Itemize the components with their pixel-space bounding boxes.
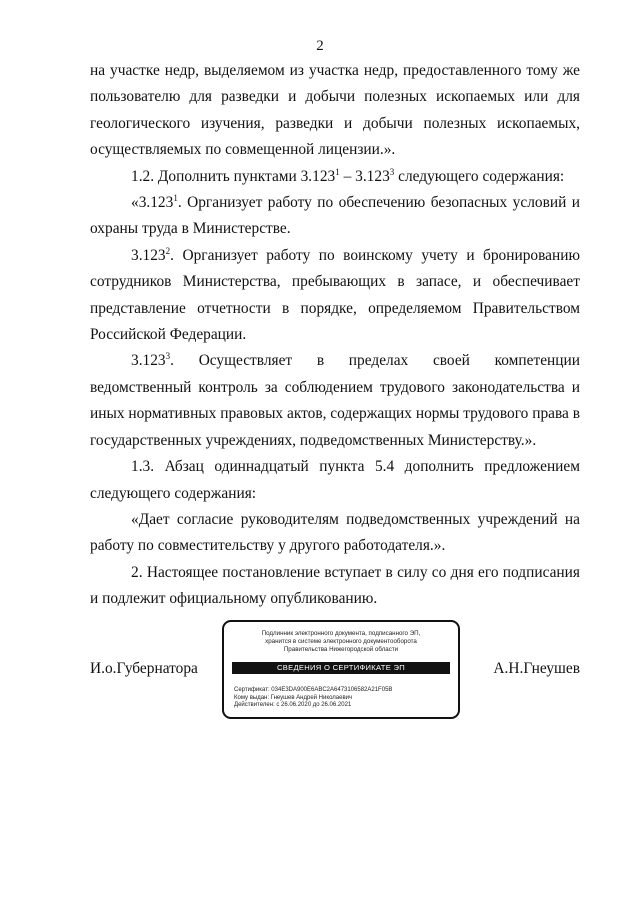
page-number: 2 [316,38,324,54]
paragraph-item-3-123-3: 3.123$^3$. Осуществляет в пределах своей компетенции ведомственный контроль за соблюдением трудового законодательства и иных нормативных правовых актов, содержащих нормы трудового права в государственных учреждениях, подведомственных Министерству.». [90,351,580,449]
signer-position: И.о.Губернатора [90,660,198,677]
paragraph-continuation: на участке недр, выделяемом из участка недр, предоставленного тому же пользователю для разведки и добычи полезных ископаемых или для геологического изучения, разведки и добычи полезных ископаемых, осуществляемых по совмещенной лицензии.». [90,62,580,159]
paragraph-quote: «Дает согласие руководителям подведомственных учреждений на работу по совместительству у другого работодателя.». [90,510,580,555]
document-body [90,58,580,613]
stamp-certificate: Сертификат: 034E3DA900E6ABC2A6473106582A21F05B [234,687,393,693]
paragraph-item-3-123-2: 3.123$^2$. Организует работу по воинскому учету и бронированию сотрудников Министерства, пребывающих в запасе, и обеспечивает представление отчетности в порядке, определяемом Правительством Российской Федерации. [90,245,580,344]
paragraph-item-1-2: 1.2. Дополнить пунктами 3.123$^1$ – 3.123$^3$ следующего содержания: [131,166,565,185]
stamp-title: СВЕДЕНИЯ О СЕРТИФИКАТЕ ЭП [232,662,450,674]
stamp-issued-to: Кому выдан: Гнеушев Андрей Николаевич [234,694,353,701]
stamp-validity: Действителен: с 26.06.2020 до 26.06.2021 [234,702,352,709]
stamp-details [234,687,452,710]
electronic-signature-stamp [222,620,460,719]
stamp-intro: Подлинник электронного документа, подписанного ЭП, хранится в системе электронного документооборота Правительства Нижегородской области [261,630,421,653]
signer-name: А.Н.Гнеушев [493,660,580,677]
paragraph-item-2: 2. Настоящее постановление вступает в силу со дня его подписания и подлежит официальному опубликованию. [90,563,580,608]
paragraph-item-3-123-1: «3.123$^1$. Организует работу по обеспечению безопасных условий и охраны труда в Министерстве. [90,193,580,238]
paragraph-item-1-3: 1.3. Абзац одиннадцатый пункта 5.4 дополнить предложением следующего содержания: [90,458,580,502]
